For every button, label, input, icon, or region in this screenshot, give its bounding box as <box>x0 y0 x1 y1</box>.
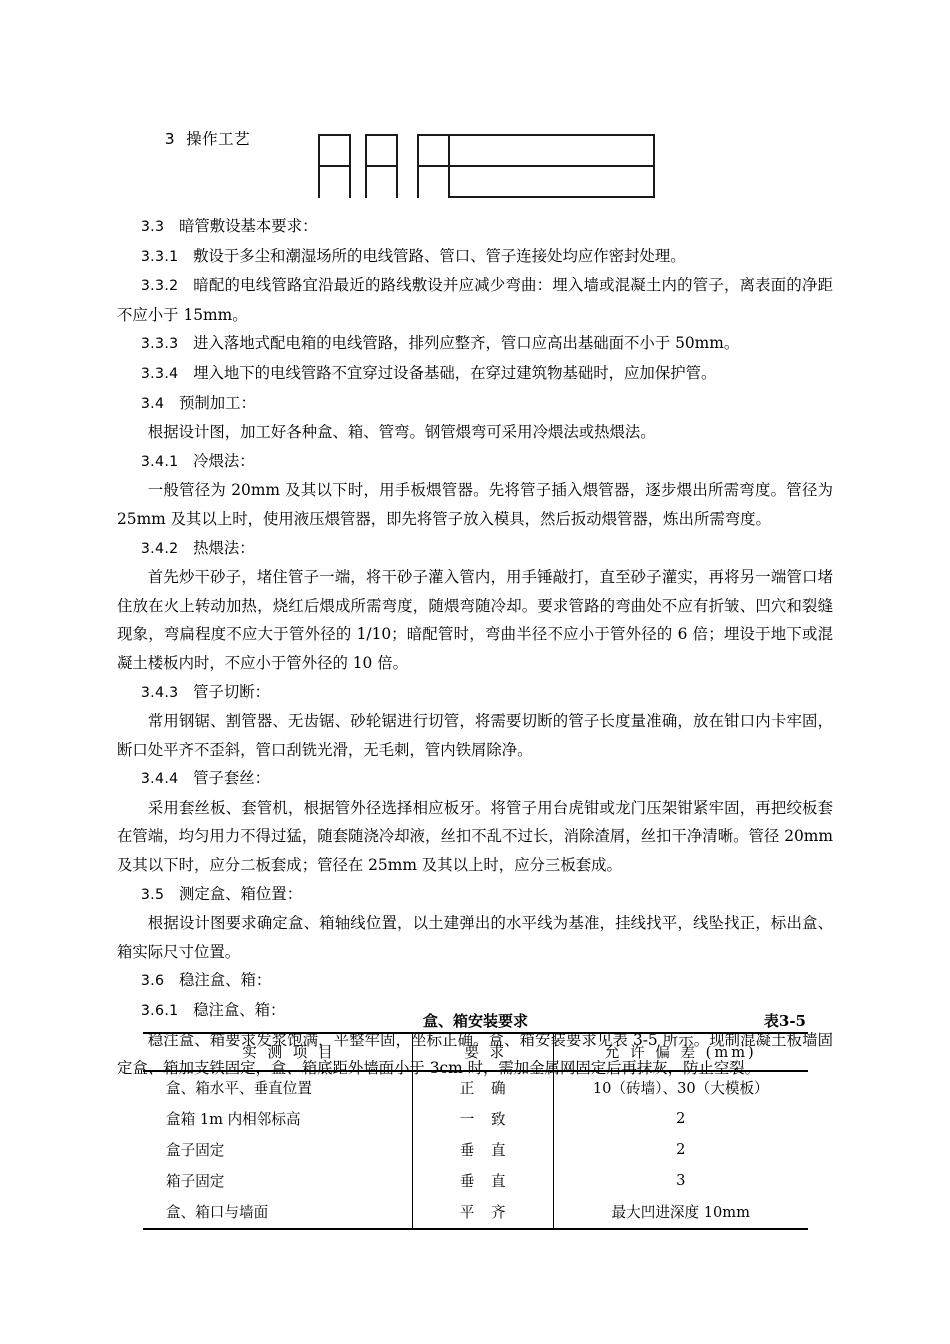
cell-requirement: 平 齐 <box>412 1196 553 1229</box>
table-caption <box>143 1010 808 1030</box>
cell-tolerance: 3 <box>553 1165 808 1196</box>
section-number: 3.4.1 <box>140 453 179 470</box>
paragraph-text: 管子切断： <box>193 682 271 701</box>
section-number: 3.3.1 <box>140 248 179 265</box>
fragment-rule <box>417 165 655 167</box>
paragraph-text: 测定盒、箱位置： <box>178 884 303 903</box>
document-body <box>117 212 833 1083</box>
paragraph-text: 常用钢锯、割管器、无齿锯、砂轮锯进行切管，将需要切断的管子长度量准确，放在钳口内卡牢固，断口处平齐不歪斜，管口刮铣光滑，无毛刺，管内铁屑除净。 <box>117 712 833 759</box>
paragraph-text: 敷设于多尘和潮湿场所的电线管路、管口、管子连接处均应作密封处理。 <box>193 246 686 265</box>
paragraph-text: 采用套丝板、套管机，根据管外径选择相应板牙。将管子用台虎钳或龙门压架钳紧牢固，再把绞板套在管端，均匀用力不得过猛，随套随浇冷却液，丝扣不乱不过长，消除渣屑，丝扣干净清晰。管径 20mm 及其以下时，应分二板套成；管径在 25mm 及其以上时，应分三板套成。 <box>117 798 833 875</box>
paragraph-text: 根据设计图，加工好各种盒、箱、管弯。钢管煨弯可采用冷煨法或热煨法。 <box>147 423 656 442</box>
cell-item: 盒箱 1m 内相邻标高 <box>166 1111 301 1128</box>
column-header-item: 实 测 项 目 <box>143 1033 412 1071</box>
table-header-row <box>143 1033 808 1071</box>
page-heading <box>143 116 250 163</box>
paragraph-3-4-1 <box>117 447 833 477</box>
cell-item: 盒、箱口与墙面 <box>143 1196 412 1229</box>
table-head <box>143 1033 808 1071</box>
paragraph-text: 进入落地式配电箱的电线管路，排列应整齐，管口应高出基础面不小于 50mm。 <box>193 334 740 353</box>
fragment-rule <box>365 134 398 136</box>
paragraph-3-4-2 <box>117 534 833 564</box>
heading-number: 3 <box>164 129 176 148</box>
section-number: 3.6.1 <box>140 1003 179 1020</box>
cell-tolerance: 2 <box>553 1134 808 1165</box>
section-number: 3.3.2 <box>140 278 179 295</box>
cell-requirement: 一 致 <box>412 1103 553 1134</box>
column-header-tolerance: 允 许 偏 差 (mm) <box>553 1033 808 1071</box>
paragraph-3-4-4-body <box>117 794 833 880</box>
fragment-rule <box>318 134 351 136</box>
section-number: 3.4.2 <box>140 540 179 557</box>
cell-tolerance: 10（砖墙）、30（大模板） <box>553 1071 808 1103</box>
fragment-rule <box>318 165 351 167</box>
paragraph-text: 管子套丝： <box>193 769 271 788</box>
table-label-prefix: 表 <box>763 1012 779 1030</box>
paragraph-3-4-3-body <box>117 707 833 764</box>
cell-item: 盒、箱水平、垂直位置 <box>166 1080 312 1097</box>
paragraph-3-5-body <box>117 909 833 966</box>
paragraph-text: 埋入地下的电线管路不宜穿过设备基础，在穿过建筑物基础时，应加保护管。 <box>193 363 717 382</box>
column-header-requirement: 要 求 <box>412 1033 553 1071</box>
table-row <box>143 1165 808 1196</box>
fragment-rule <box>365 165 398 167</box>
paragraph-3-3-1 <box>117 242 833 272</box>
cell-tolerance: 2 <box>553 1103 808 1134</box>
cell-requirement: 正 确 <box>412 1071 553 1103</box>
table-fragment-graphic <box>318 134 655 198</box>
cell-requirement: 垂 直 <box>412 1134 553 1165</box>
paragraph-text: 预制加工： <box>178 393 256 412</box>
section-number: 3.4 <box>140 395 165 412</box>
heading-title: 操作工艺 <box>186 129 251 148</box>
section-number: 3.3.4 <box>140 365 179 382</box>
table-label-number: 3-5 <box>778 1012 806 1030</box>
cell-requirement: 垂 直 <box>412 1165 553 1196</box>
fragment-rule <box>448 196 655 198</box>
paragraph-3-4-body <box>117 418 833 447</box>
table-row <box>143 1071 808 1103</box>
paragraph-3-4-1-body <box>117 476 833 533</box>
paragraph-3-4-4 <box>117 764 833 794</box>
table-title: 盒、箱安装要求 <box>422 1012 528 1030</box>
section-number: 3.5 <box>140 886 165 903</box>
paragraph-text: 暗配的电线管路宜沿最近的路线敷设并应减少弯曲：埋入墙或混凝土内的管子，离表面的净距不应小于 15mm。 <box>117 276 833 324</box>
paragraph-3-3-4 <box>117 359 833 389</box>
paragraph-3-4-3 <box>117 678 833 708</box>
paragraph-3-5 <box>117 880 833 910</box>
paragraph-3-4-2-body <box>117 563 833 677</box>
paragraph-text: 首先炒干砂子，堵住管子一端，将干砂子灌入管内，用手锤敲打，直至砂子灌实，再将另一端管口堵住放在火上转动加热，烧红后煨成所需弯度，随煨弯随冷却。要求管路的弯曲处不应有折皱、凹穴和裂缝现象，弯扁程度不应大于管外径的 1/10；暗配管时，弯曲半径不应小于管外径的 6 倍；埋设于地下或混凝土楼板内时，不应小于管外径的 10 倍。 <box>117 568 833 672</box>
section-number: 3.3 <box>140 219 165 235</box>
paragraph-3-3-3 <box>117 329 833 359</box>
table-row <box>143 1103 808 1134</box>
paragraph-text: 暗管敷设基本要求： <box>178 217 318 235</box>
paragraph-3-3-2 <box>117 271 833 329</box>
section-number: 3.4.4 <box>140 771 179 788</box>
cell-tolerance: 最大凹进深度 10mm <box>553 1196 808 1229</box>
paragraph-3-4 <box>117 389 833 419</box>
table-row <box>143 1196 808 1229</box>
paragraph-text: 稳注盒、箱要求发浆饱满，平整牢固，坐标正确。盒、箱安装要求见表 3-5 所示。现制混凝土板墙固定盒、箱加支铁固定，盒、箱底距外墙面小于 3cm 时，需加金属网固定后再抹灰，防止空裂。 <box>117 1030 833 1078</box>
cell-item: 箱子固定 <box>166 1173 225 1190</box>
paragraph-text: 一般管径为 20mm 及其以下时，用手板煨管器。先将管子插入煨管器，逐步煨出所需弯度。管径为 25mm 及其以上时，使用液压煨管器，即先将管子放入模具，然后扳动煨管器，炼出所需弯度。 <box>117 481 833 528</box>
section-number: 3.4.3 <box>140 684 179 701</box>
paragraph-text: 冷煨法： <box>193 451 255 470</box>
table-label <box>764 1010 806 1031</box>
spec-table-wrapper <box>143 1032 808 1230</box>
table-body <box>143 1071 808 1229</box>
paragraph-text: 稳注盒、箱： <box>178 971 272 990</box>
spec-table <box>143 1032 808 1230</box>
section-number: 3.3.3 <box>140 336 179 353</box>
paragraph-text: 根据设计图要求确定盒、箱轴线位置，以土建弹出的水平线为基准，挂线找平，线坠找正，标出盒、箱实际尺寸位置。 <box>117 914 833 961</box>
paragraph-text: 热煨法： <box>193 538 255 557</box>
fragment-rule <box>417 134 655 136</box>
paragraph-3-6 <box>117 966 833 996</box>
paragraph-3-3 <box>117 212 833 242</box>
table-row <box>143 1134 808 1165</box>
paragraph-text: 稳注盒、箱： <box>193 1001 286 1020</box>
section-number: 3.6 <box>140 973 165 990</box>
cell-item: 盒子固定 <box>166 1142 225 1159</box>
